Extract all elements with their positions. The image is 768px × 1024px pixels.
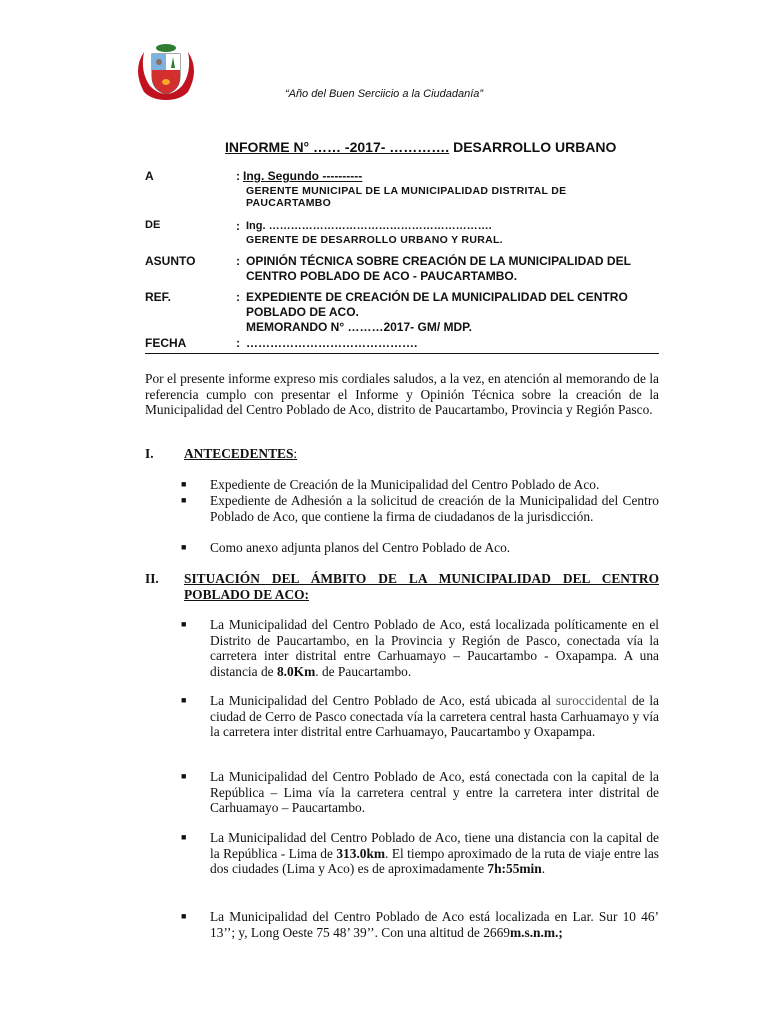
bullet-icon: ■ [181, 695, 187, 705]
list-item: La Municipalidad del Centro Poblado de Aco, está ubicada al suroccidental de la ciudad de Cerro de Pasco conectada vía la carretera central hasta Carhuamayo y vía la carretera inter distrital entre Carhuamayo, Paucartambo y Oxapampa. [210, 693, 659, 740]
bullet-icon: ■ [181, 542, 187, 552]
section-2-title: SITUACIÓN DEL ÁMBITO DE LA MUNICIPALIDAD DEL CENTRO POBLADO DE ACO: [184, 571, 659, 602]
title-department: DESARROLLO URBANO [449, 139, 617, 155]
list-item: La Municipalidad del Centro Poblado de Aco, está localizada políticamente en el Distrito de Paucartambo, en la Provincia y Región de Pasco, conectada vía la carretera inter distrital entre Carhuamayo – Paucartambo - Oxapampa. A una distancia de 8.0Km. de Paucartambo. [210, 617, 659, 679]
distance-lima: 313.0km [336, 845, 386, 861]
from-position: GERENTE DE DESARROLLO URBANO Y RURAL. [246, 234, 503, 246]
date-label: FECHA [145, 336, 187, 350]
section-1-number: I. [145, 446, 154, 461]
ref-line2: POBLADO DE ACO. [246, 305, 359, 319]
altitude-unit: m.s.n.m.; [510, 924, 563, 940]
list-item: La Municipalidad del Centro Poblado de Aco, está conectada con la capital de la República – Lima vía la carretera central y entre la carretera inter distrital de Carhuamayo – Paucartambo. [210, 769, 659, 816]
list-item: Expediente de Creación de la Municipalidad del Centro Poblado de Aco. [210, 477, 600, 492]
from-label: DE [145, 219, 161, 231]
list-item: Expediente de Adhesión a la solicitud de creación de la Municipalidad del Centro Poblado de Aco, que contiene la firma de ciudadanos de la jurisdicción. [210, 493, 659, 524]
ref-colon: : [236, 290, 240, 304]
ref-label: REF. [145, 290, 172, 304]
date-value: ……………………………………. [246, 336, 418, 350]
date-colon: : [236, 336, 240, 350]
travel-time: 7h:55min [487, 861, 542, 877]
to-position-line2: PAUCARTAMBO [246, 197, 332, 209]
header-divider [145, 353, 659, 354]
list-item: La Municipalidad del Centro Poblado de Aco, tiene una distancia con la capital de la República - Lima de 313.0km. El tiempo aproximado de la ruta de viaje entre las dos ciudades (Lima y Aco) es de aproximadamente 7h:55min. [210, 830, 659, 877]
ref-line1: EXPEDIENTE DE CREACIÓN DE LA MUNICIPALIDAD DEL CENTRO [246, 290, 628, 304]
bullet-icon: ■ [181, 479, 187, 489]
subject-colon: : [236, 254, 240, 268]
to-label: A [145, 169, 154, 183]
intro-paragraph: Por el presente informe expreso mis cordiales saludos, a la vez, en atención al memorando de la referencia cumplo con presentar el Informe y Opinión Técnica sobre la creación de la Municipalidad del Centro Poblado de Aco, distrito de Paucartambo, Provincia y Región Pasco. [145, 371, 659, 418]
bullet-icon: ■ [181, 832, 187, 842]
motto: “Año del Buen Serciicio a la Ciudadanía” [284, 88, 484, 100]
subject-line1: OPINIÓN TÉCNICA SOBRE CREACIÓN DE LA MUNICIPALIDAD DEL [246, 254, 631, 268]
ref-memo: MEMORANDO N° ………2017- GM/ MDP. [246, 320, 472, 334]
highlighted-word: suroccidental [555, 693, 628, 708]
subject-label: ASUNTO [145, 254, 196, 268]
list-item: La Municipalidad del Centro Poblado de Aco está localizada en Lar. Sur 10 46’ 13’’; y, Long Oeste 75 48’ 39’’. Con una altitud de 2669m.s.n.m.; [210, 909, 659, 940]
to-colon: : [236, 169, 240, 183]
to-position-line1: GERENTE MUNICIPAL DE LA MUNICIPALIDAD DISTRITAL DE [246, 185, 567, 197]
page-title [225, 139, 616, 155]
bullet-icon: ■ [181, 619, 187, 629]
from-value: Ing. ……………………………………………………. [246, 220, 492, 232]
bullet-icon: ■ [181, 495, 187, 505]
list-item: Como anexo adjunta planos del Centro Poblado de Aco. [210, 540, 511, 555]
subject-line2: CENTRO POBLADO DE ACO - PAUCARTAMBO. [246, 269, 518, 283]
bullet-icon: ■ [181, 911, 187, 921]
from-colon: : [236, 219, 240, 233]
section-2-number: II. [145, 571, 159, 586]
section-1-title [184, 446, 297, 462]
title-number: INFORME N° …… -2017- …………. [225, 139, 450, 155]
section-1-title-colon: : [293, 446, 298, 461]
to-value: Ing. Segundo ---------- [243, 169, 363, 183]
bullet-icon: ■ [181, 771, 187, 781]
section-1-title-text: ANTECEDENTES [184, 446, 294, 461]
distance-value: 8.0Km [276, 663, 316, 679]
